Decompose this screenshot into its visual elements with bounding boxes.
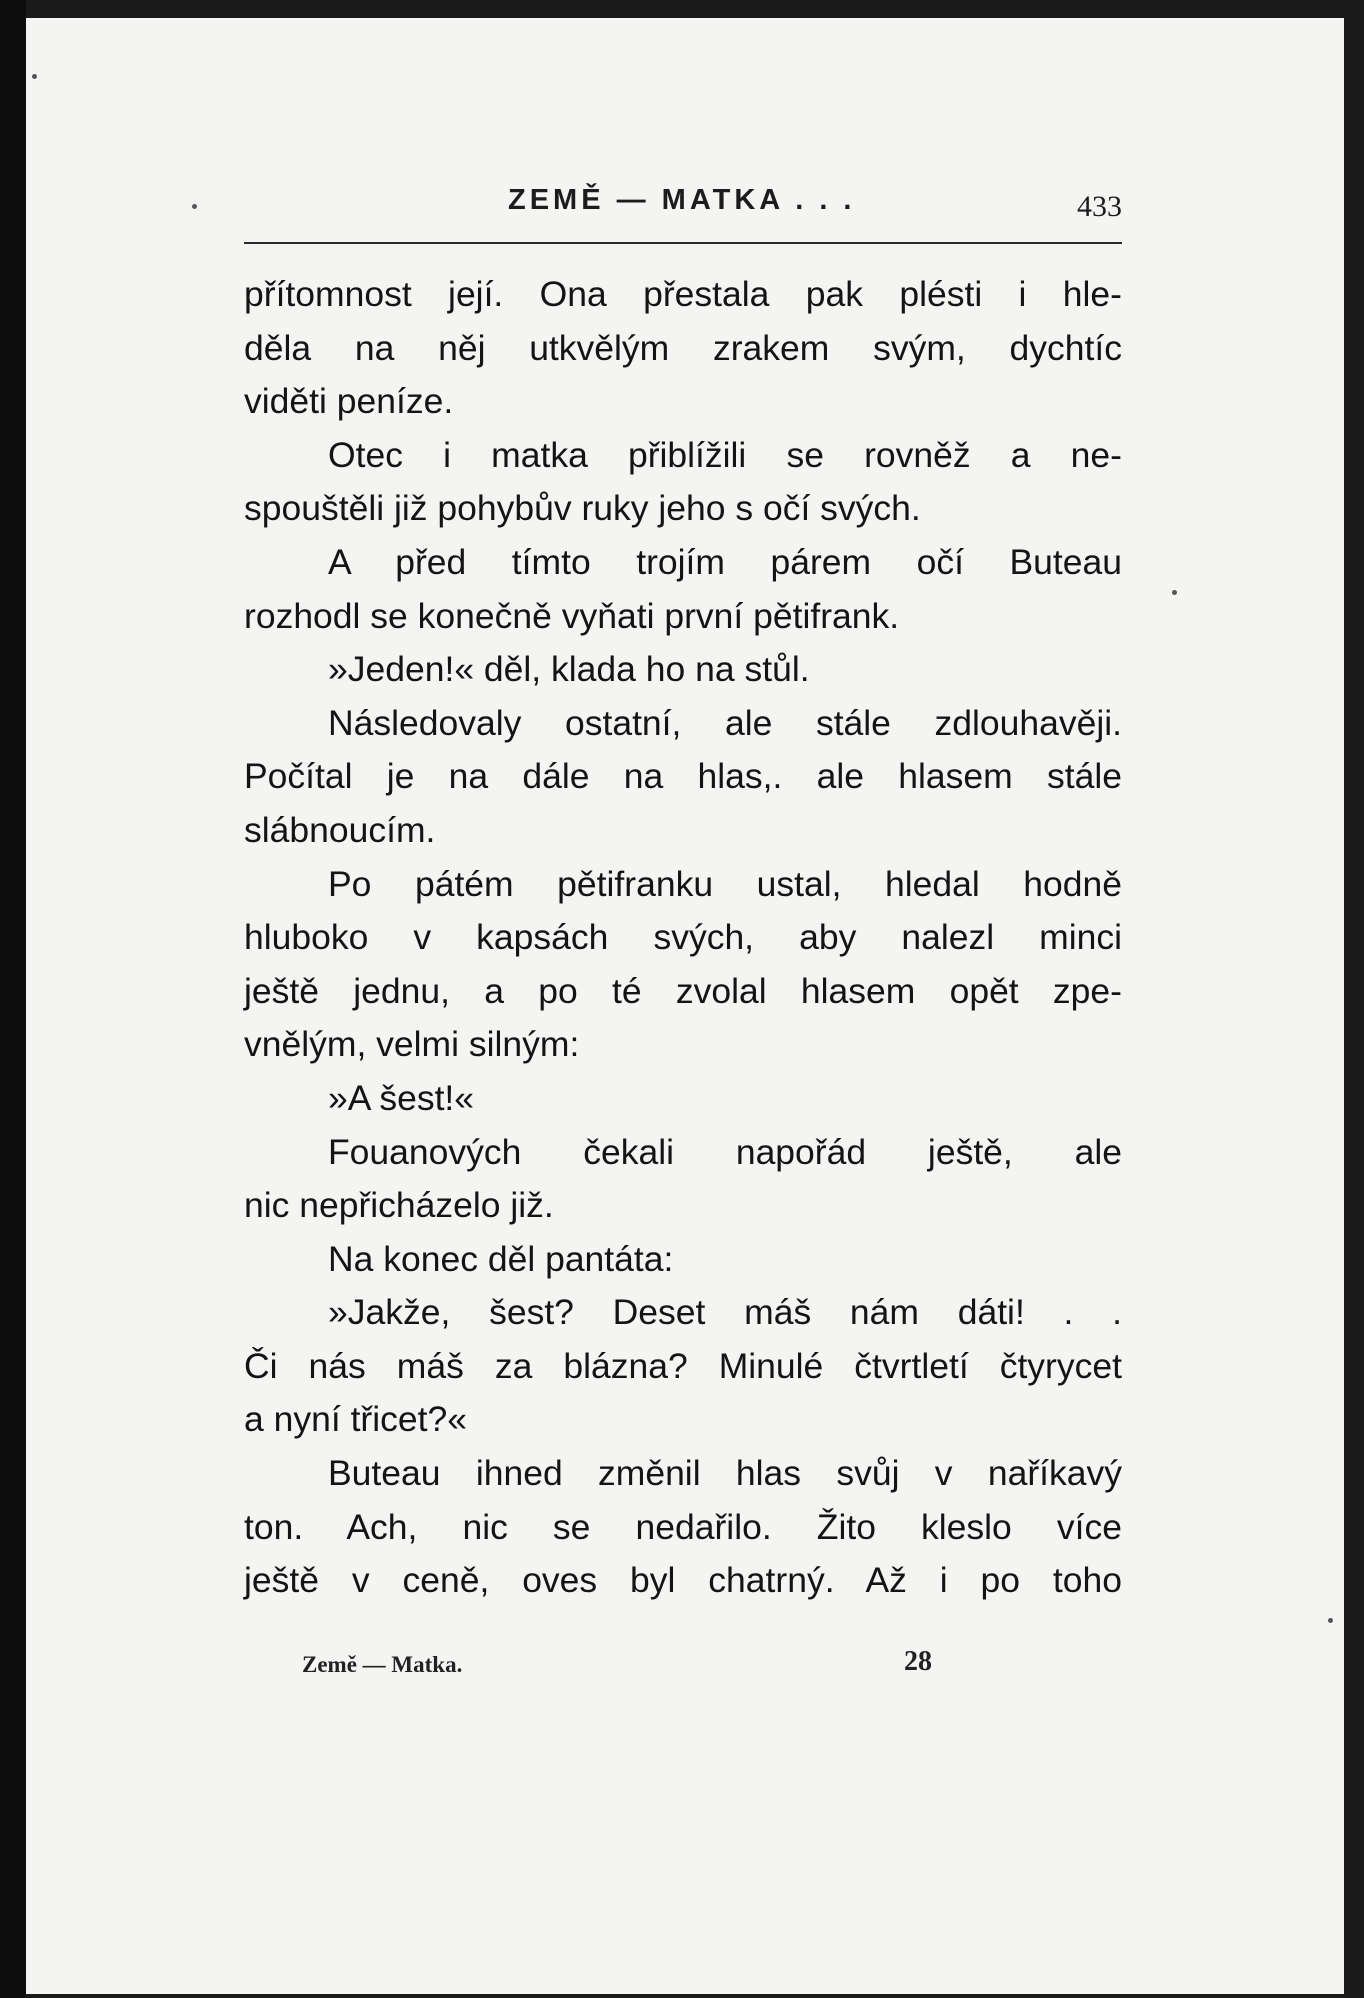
- text-line: spouštěli již pohybův ruky jeho s očí svých.: [244, 488, 921, 529]
- text-line: slábnoucím.: [244, 809, 436, 850]
- text-line: Počítal je na dále na hlas,. ale hlasem stále: [244, 756, 1122, 797]
- page-footer: [244, 1646, 1122, 1686]
- footer-signature: Země — Matka.: [302, 1652, 463, 1677]
- text-line: hluboko v kapsách svých, aby nalezl minci: [244, 917, 1122, 958]
- running-header: [244, 170, 1122, 230]
- text-line: Následovaly ostatní, ale stále zdlouhavěji.: [328, 702, 1122, 743]
- text-line: ještě v ceně, oves byl chatrný. Až i po toho: [244, 1560, 1122, 1601]
- text-line: děla na něj utkvělým zrakem svým, dychtíc: [244, 327, 1122, 368]
- text-line: přítomnost její. Ona přestala pak plésti i hle-: [244, 274, 1122, 314]
- text-line: viděti peníze.: [244, 381, 454, 422]
- running-title: ZEMĚ — MATKA . . .: [508, 184, 856, 216]
- header-rule: [244, 242, 1122, 244]
- scan-edge: [0, 0, 26, 1998]
- text-line: A před tímto trojím párem očí Buteau: [328, 541, 1122, 582]
- text-line: »A šest!«: [328, 1077, 475, 1118]
- text-line: ton. Ach, nic se nedařilo. Žito kleslo více: [244, 1506, 1122, 1547]
- sheet-number: 28: [904, 1646, 932, 1677]
- text-line: »Jakže, šest? Deset máš nám dáti! . .: [328, 1292, 1122, 1333]
- text-line: Buteau ihned změnil hlas svůj v naříkavý: [328, 1453, 1122, 1494]
- text-line: »Jeden!« děl, klada ho na stůl.: [328, 649, 810, 690]
- page-number: 433: [1077, 190, 1122, 223]
- text-line: rozhodl se konečně vyňati první pětifrank.: [244, 595, 900, 636]
- text-line: Či nás máš za blázna? Minulé čtvrtletí čtyrycet: [244, 1345, 1122, 1386]
- scan-speck: [192, 204, 197, 209]
- text-line: Otec i matka přiblížili se rovněž a ne-: [328, 434, 1122, 475]
- text-line: vnělým, velmi silným:: [244, 1024, 580, 1065]
- text-line: nic nepřicházelo již.: [244, 1185, 554, 1226]
- text-line: Po pátém pětifranku ustal, hledal hodně: [328, 863, 1122, 904]
- text-line: Na konec děl pantáta:: [328, 1238, 674, 1279]
- body-text: [244, 268, 1122, 1608]
- text-line: a nyní třicet?«: [244, 1399, 467, 1440]
- text-line: Fouanových čekali napořád ještě, ale: [328, 1131, 1122, 1172]
- text-line: ještě jednu, a po té zvolal hlasem opět zpe-: [244, 970, 1122, 1011]
- scan-speck: [1172, 590, 1177, 595]
- scan-speck: [1328, 1618, 1333, 1623]
- scan-speck: [32, 74, 37, 79]
